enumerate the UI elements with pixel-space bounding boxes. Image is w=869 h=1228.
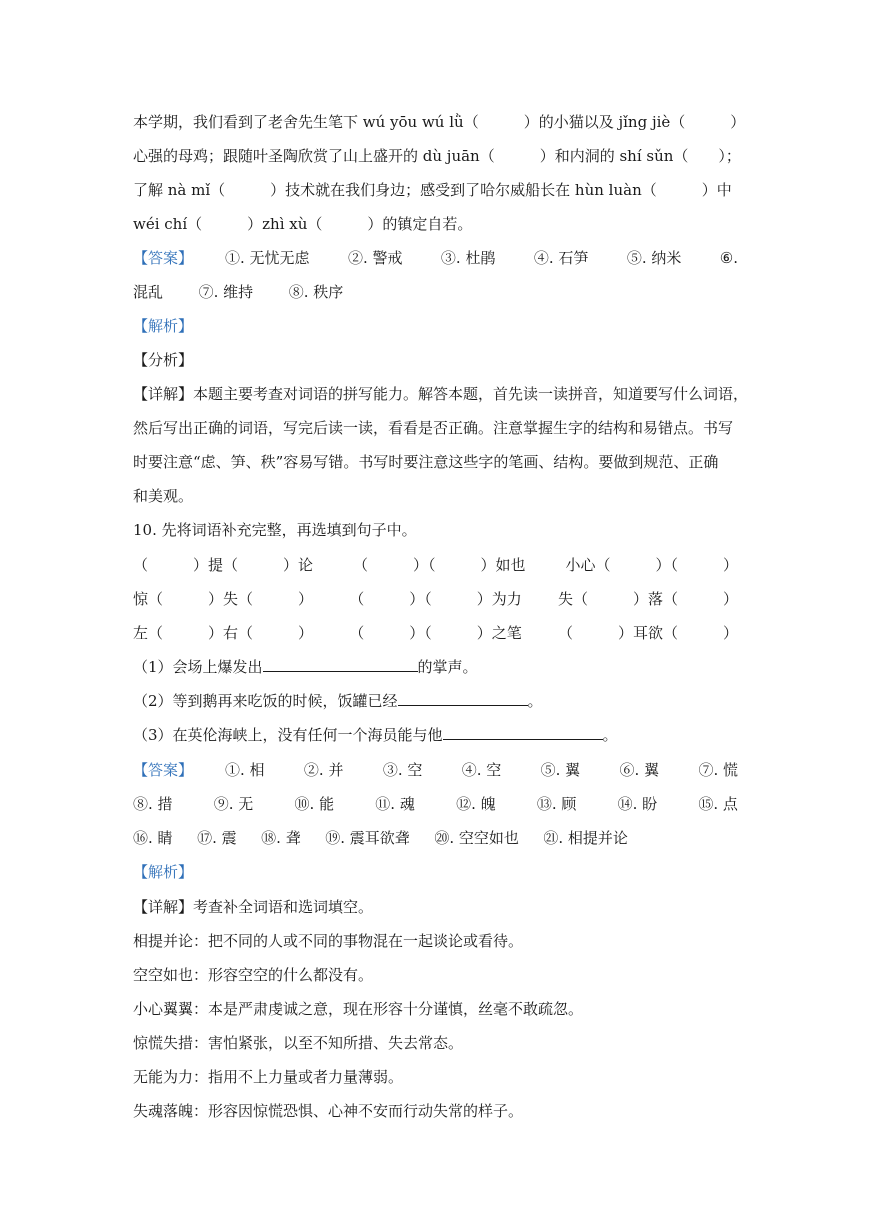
q10-analysis-label: 【解析】 (133, 863, 194, 881)
q10-answers-row-2 (133, 794, 738, 814)
fill-item: （ ）（ ）为力 (349, 590, 522, 608)
fill-item: （ ）耳欲（ ） (557, 624, 738, 642)
q9-answer-item: ⑥. (719, 249, 738, 267)
answer-blank (263, 658, 418, 672)
q9-answer-item: ⑦. 维持 (198, 283, 254, 301)
q9-answer-item: ③. 杜鹃 (440, 249, 496, 267)
fill-item: （ ）（ ）如也 (352, 556, 526, 574)
q10-fill-row-2 (133, 589, 738, 609)
q10-sentence-1 (133, 657, 478, 677)
q10-answer-item: ⑨. 无 (213, 795, 254, 813)
fill-item: 小心（ ）（ ） (565, 556, 738, 574)
q9-answer-item: ④. 石笋 (533, 249, 589, 267)
q9-detail-line-4: 和美观。 (133, 487, 194, 505)
q10-answer-item: ②. 并 (303, 761, 344, 779)
q10-answers-row-3 (133, 828, 628, 848)
q10-answer-item: ③. 空 (382, 761, 423, 779)
q9-line-3: 了解 nà mǐ（ ）技术就在我们身边；感受到了哈尔威船长在 hùn luàn（ ）中 (133, 181, 732, 199)
q10-detail-line-1: 【详解】考查补全词语和选词填空。 (133, 898, 374, 916)
q9-line-1: 本学期，我们看到了老舍先生笔下 wú yōu wú lǜ（ ）的小猫以及 jǐng jiè（ ） (133, 113, 746, 131)
fill-item: （ ）（ ）之笔 (349, 624, 522, 642)
q9-answer-item: ②. 警戒 (347, 249, 403, 267)
q9-answers-row-1 (225, 248, 738, 268)
q10-title: 10. 先将词语补充完整，再选填到句子中。 (133, 521, 417, 539)
sentence-text: （1）会场上爆发出 (133, 658, 263, 676)
q10-answer-item: ⑤. 翼 (540, 761, 581, 779)
q10-fill-row-3 (133, 623, 738, 643)
fill-item: 左（ ）右（ ） (133, 624, 314, 642)
sentence-text: （3）在英伦海峡上，没有任何一个海员能与他 (133, 726, 443, 744)
q10-answer-item: ⑰. 震 (197, 829, 237, 847)
q10-detail-line-5: 惊慌失措：害怕紧张，以至不知所措、失去常态。 (133, 1034, 464, 1052)
q10-answer-item: ⑧. 措 (133, 795, 173, 813)
q9-answer-item: ⑧. 秩序 (288, 283, 344, 301)
q9-analysis-label: 【解析】 (133, 317, 194, 335)
q9-answers-row-2 (133, 282, 343, 302)
q10-detail-line-6: 无能为力：指用不上力量或者力量薄弱。 (133, 1068, 404, 1086)
q10-answer-label: 【答案】 (133, 761, 194, 779)
q10-detail-line-3: 空空如也：形容空空的什么都没有。 (133, 966, 374, 984)
q10-sentence-3 (133, 725, 618, 745)
q10-answer-item: ⑮. 点 (698, 795, 738, 813)
q10-answer-item: ⑥. 翼 (619, 761, 660, 779)
sentence-text: 。 (602, 726, 618, 744)
q9-answer-item: ①. 无忧无虑 (225, 249, 310, 267)
q10-answer-item: ⑱. 聋 (261, 829, 301, 847)
q10-answer-item: ⑭. 盼 (617, 795, 658, 813)
q10-answer-item: ⑬. 顾 (536, 795, 577, 813)
q10-answer-item: ⑫. 魄 (456, 795, 496, 813)
q10-answer-item: ⑳. 空空如也 (434, 829, 519, 847)
q9-detail-line-1: 【详解】本题主要考查对词语的拼写能力。解答本题，首先读一读拼音，知道要写什么词语， (133, 385, 749, 403)
q10-detail-line-2: 相提并论：把不同的人或不同的事物混在一起谈论或看待。 (133, 932, 524, 950)
q10-answer-item: ⑯. 睛 (133, 829, 173, 847)
q9-detail-line-3: 时要注意“虑、笋、秩”容易写错。书写时要注意这些字的笔画、结构。要做到规范、正确 (133, 453, 719, 471)
q10-fill-row-1 (133, 555, 738, 575)
fill-item: 失（ ）落（ ） (557, 590, 738, 608)
q9-answer-item: 混乱 (133, 283, 164, 301)
q10-answer-item: ⑦. 慌 (698, 761, 738, 779)
q10-detail-line-7: 失魂落魄：形容因惊慌恐惧、心神不安而行动失常的样子。 (133, 1102, 524, 1120)
q10-answer-item: ⑩. 能 (294, 795, 335, 813)
answer-blank (398, 692, 528, 706)
fill-item: （ ）提（ ）论 (133, 556, 314, 574)
q10-answer-item: ④. 空 (461, 761, 502, 779)
q10-answer-item: ⑲. 震耳欲聋 (325, 829, 410, 847)
q9-answer-item: ⑤. 纳米 (626, 249, 682, 267)
q9-fenxi-label: 【分析】 (133, 351, 194, 369)
sentence-text: 的掌声。 (417, 658, 478, 676)
q10-answer-item: ㉑. 相提并论 (543, 829, 628, 847)
q9-answer-label: 【答案】 (133, 249, 194, 267)
q10-answers-row-1 (225, 760, 738, 780)
q10-sentence-2 (133, 691, 543, 711)
q10-answer-item: ⑪. 魂 (375, 795, 415, 813)
sentence-text: 。 (527, 692, 543, 710)
answer-blank (443, 726, 603, 740)
q9-detail-line-2: 然后写出正确的词语，写完后读一读，看看是否正确。注意掌握生字的结构和易错点。书写 (133, 419, 734, 437)
fill-item: 惊（ ）失（ ） (133, 590, 314, 608)
q9-line-2: 心强的母鸡；跟随叶圣陶欣赏了山上盛开的 dù juān（ ）和内洞的 shí sǔn（ ）； (133, 147, 741, 165)
q9-line-4: wéi chí（ ）zhì xù（ ）的镇定自若。 (133, 215, 473, 233)
q10-detail-line-4: 小心翼翼：本是严肃虔诚之意，现在形容十分谨慎，丝毫不敢疏忽。 (133, 1000, 584, 1018)
q10-answer-item: ①. 相 (225, 761, 265, 779)
sentence-text: （2）等到鹅再来吃饭的时候，饭罐已经 (133, 692, 398, 710)
